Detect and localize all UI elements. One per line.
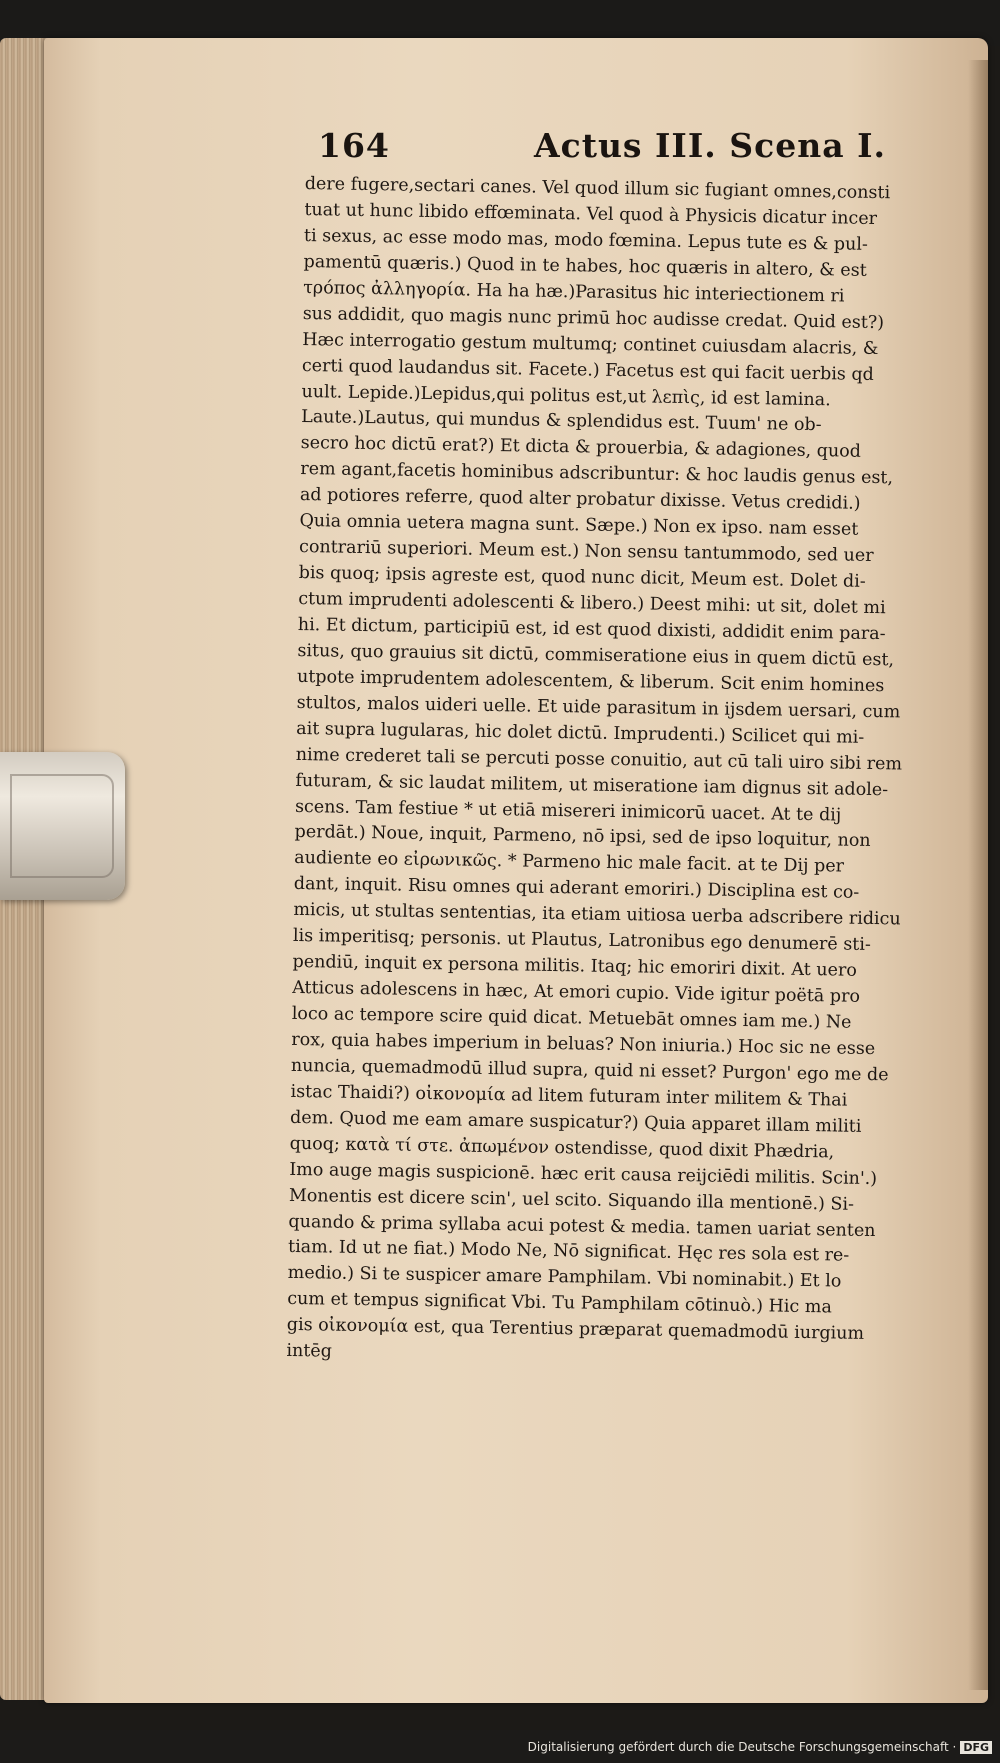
text-line: secro hoc dictū erat?) Et dicta & prouerbia, & adagiones, quod xyxy=(300,433,862,463)
text-line: tuat ut hunc libido effœminata. Vel quod à Physicis dicatur incer xyxy=(304,199,878,229)
digitization-credit xyxy=(528,1740,992,1754)
text-line: Monentis est dicere scin', uel scito. Siquando illa mentionē.) Si- xyxy=(288,1185,855,1215)
page-clip xyxy=(0,752,125,900)
page-gutter-shadow xyxy=(968,60,988,1690)
text-line: pamentū quæris.) Quod in te habes, hoc quæris in altero, & est xyxy=(303,251,867,281)
text-line: Hæc interrogatio gestum multumq; continet cuiusdam alacris, & xyxy=(302,329,879,359)
text-line: rox, quia habes imperium in beluas? Non iniuria.) Hoc sic ne esse xyxy=(291,1029,876,1059)
text-line: Quia omnia uetera magna sunt. Sæpe.) Non ex ipso. nam esset xyxy=(299,511,859,540)
dfg-logo: DFG xyxy=(960,1741,992,1754)
text-line: ad potiores referre, quod alter probatur dixisse. Vetus credidi.) xyxy=(299,485,861,515)
text-line: dant, inquit. Risu omnes qui aderant emoriri.) Disciplina est co- xyxy=(293,874,860,904)
text-line: stultos, malos uideri uelle. Et uide parasitum in ijsdem uersari, cum xyxy=(296,692,901,723)
text-line: Atticus adolescens in hæc, At emori cupio. Vide igitur poëtā pro xyxy=(292,977,861,1007)
text-line: tiam. Id ut ne fiat.) Modo Ne, Nō significat. Hęc res sola est re- xyxy=(287,1237,850,1267)
text-line: lis imperitisq; personis. ut Plautus, Latronibus ego denumerē sti- xyxy=(292,926,871,956)
text-line: Laute.)Lautus, qui mundus & splendidus est. Tuum' ne ob- xyxy=(300,407,822,436)
text-line: micis, ut stultas sententias, ita etiam uitiosa uerba adscribere ridicu xyxy=(293,900,901,930)
page-number: 164 xyxy=(318,126,390,165)
text-line: dem. Quod me eam amare suspicatur?) Quia apparet illam militi xyxy=(289,1107,862,1137)
text-line: futuram, & sic laudat militem, ut miseratione iam dignus sit adole- xyxy=(295,770,889,800)
text-line: utpote imprudentem adolescentem, & liberum. Scit enim homines xyxy=(296,666,885,696)
text-line: nime crederet tali se percuti posse conuitio, aut cū tali uiro sibi rem xyxy=(295,744,903,775)
text-line: rem agant,facetis hominibus adscribuntur: & hoc laudis genus est, xyxy=(300,459,894,489)
text-line: quando & prima syllaba acui potest & media. tamen uariat senten xyxy=(288,1211,876,1241)
text-line: istac Thaidi?) οἰκονομία ad litem futuram inter militem & Thai xyxy=(290,1081,848,1111)
text-line: loco ac tempore scire quid dicat. Metuebāt omnes iam me.) Ne xyxy=(291,1003,852,1033)
text-line: medio.) Si te suspicer amare Pamphilam. Vbi nominabit.) Et lo xyxy=(287,1263,842,1292)
text-line: hi. Et dictum, participiū est, id est quod dixisti, addidit enim para- xyxy=(297,614,886,645)
running-head: Actus III. Scena I. xyxy=(534,126,886,165)
text-line: ti sexus, ac esse modo mas, modo fœmina. Lepus tute es & pul- xyxy=(303,225,868,255)
text-line: cum et tempus significat Vbi. Tu Pamphilam cōtinuò.) Hic ma xyxy=(287,1289,833,1318)
text-line: Imo auge magis suspicionē. hæc erit causa reijciēdi militis. Scin'.) xyxy=(289,1159,878,1189)
text-line: uult. Lepide.)Lepidus,qui politus est,ut λεπὶς, id est lamina. xyxy=(301,381,831,410)
commentary-text xyxy=(284,172,960,1537)
text-line: nuncia, quemadmodū illud supra, quid ni esset? Purgon' ego me de xyxy=(290,1055,889,1086)
text-line: quoq; κατὰ τί στε. ἀπωμένον ostendisse, quod dixit Phædria, xyxy=(289,1133,835,1163)
text-line: contrariū superiori. Meum est.) Non sensu tantummodo, sed uer xyxy=(298,537,874,567)
text-line: scens. Tam festiue * ut etiā misereri inimicorū uacet. At te dij xyxy=(294,796,842,826)
text-line: τρόπος ἀλληγορία. Ha ha hæ.)Parasitus hic interiectionem ri xyxy=(303,277,845,307)
credit-text: Digitalisierung gefördert durch die Deutsche Forschungsgemeinschaft · xyxy=(527,1740,957,1754)
text-line: pendiū, inquit ex persona militis. Itaq; hic emoriri dixit. At uero xyxy=(292,952,857,981)
text-line: audiente eo εἰρωνικῶς. * Parmeno hic male facit. at te Dij per xyxy=(294,848,845,877)
text-line: dere fugere,sectari canes. Vel quod illum sic fugiant omnes,consti xyxy=(304,173,891,204)
text-line: gis οἰκονομία est, qua Terentius præparat quemadmodū iurgium xyxy=(286,1315,865,1345)
text-line: ctum imprudenti adolescenti & libero.) Deest mihi: ut sit, dolet mi xyxy=(298,588,886,619)
text-line: perdāt.) Noue, inquit, Parmeno, nō ipsi, sed de ipso loquitur, non xyxy=(294,822,871,852)
text-line: intēg xyxy=(286,1341,333,1362)
text-line: situs, quo grauius sit dictū, commiseratione eius in quem dictū est, xyxy=(297,640,895,671)
text-line: certi quod laudandus sit. Facete.) Facetus est qui facit uerbis qd xyxy=(301,355,874,385)
text-line: bis quoq; ipsis agreste est, quod nunc dicit, Meum est. Dolet di- xyxy=(298,563,866,592)
text-line: sus addidit, quo magis nunc primū hoc audisse credat. Quid est?) xyxy=(302,303,885,333)
text-line: ait supra lugularas, hic dolet dictū. Imprudenti.) Scilicet qui mi- xyxy=(296,718,865,748)
